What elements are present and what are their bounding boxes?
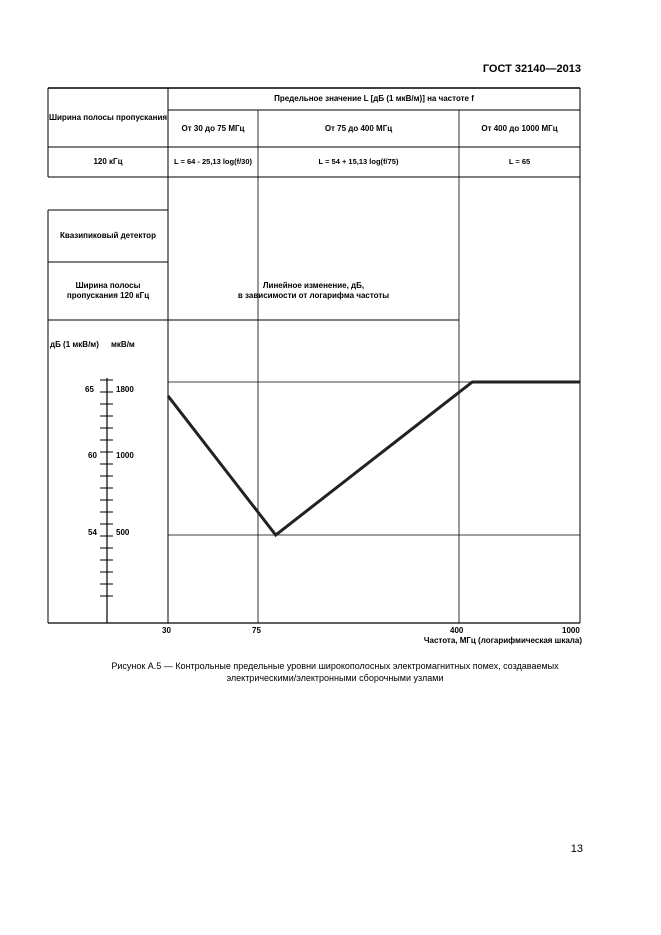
row-label: 120 кГц xyxy=(93,157,123,166)
y-tick-uv-1800: 1800 xyxy=(116,385,134,394)
annotation-line1: Линейное изменение, дБ, xyxy=(262,281,365,290)
y-tick-uv-500: 500 xyxy=(116,528,130,537)
bandwidth-label: Ширина полосы пропускания 120 кГц xyxy=(66,281,150,300)
annotation-line2: в зависимости от логарифма частоты xyxy=(237,291,390,300)
x-tick-1000: 1000 xyxy=(562,626,580,635)
page-header: ГОСТ 32140—2013 xyxy=(482,63,581,75)
subheader-30-75: От 30 до 75 МГц xyxy=(181,123,245,133)
page-number: 13 xyxy=(570,843,583,855)
y-tick-uv-1000: 1000 xyxy=(116,451,134,460)
unit-uv-label: мкВ/м xyxy=(111,340,135,349)
formula-30-75: L = 64 - 25,13 log(f/30) xyxy=(173,157,253,166)
y-tick-db-54: 54 xyxy=(88,528,97,537)
subheader-400-1000: От 400 до 1000 МГц xyxy=(481,123,558,133)
formula-75-400: L = 54 + 15,13 log(f/75) xyxy=(318,157,399,166)
x-tick-75: 75 xyxy=(252,626,261,635)
limit-line xyxy=(168,382,580,535)
y-tick-db-65: 65 xyxy=(85,385,94,394)
x-tick-30: 30 xyxy=(162,626,171,635)
x-tick-400: 400 xyxy=(450,626,464,635)
unit-db-label: дБ (1 мкВ/м) xyxy=(50,340,99,349)
subheader-75-400: От 75 до 400 МГц xyxy=(324,123,393,133)
col1-header: Ширина полосы пропускания xyxy=(48,112,168,122)
figure-caption xyxy=(40,660,630,684)
caption-line1: Рисунок А.5 — Контрольные предельные уровни широкополосных электромагнитных помех, создаваемых xyxy=(111,661,559,671)
limit-curve xyxy=(168,382,580,535)
main-header: Предельное значение L [дБ (1 мкВ/м)] на частоте f xyxy=(274,94,474,103)
x-axis-label: Частота, МГц (логарифмическая шкала) xyxy=(423,636,582,645)
caption-line2: электрическими/электронными сборочными узлами xyxy=(226,673,444,683)
detector-label: Квазипиковый детектор xyxy=(60,231,156,240)
formula-400-1000: L = 65 xyxy=(508,157,531,166)
annotation xyxy=(168,276,459,306)
y-tick-db-60: 60 xyxy=(88,451,97,460)
